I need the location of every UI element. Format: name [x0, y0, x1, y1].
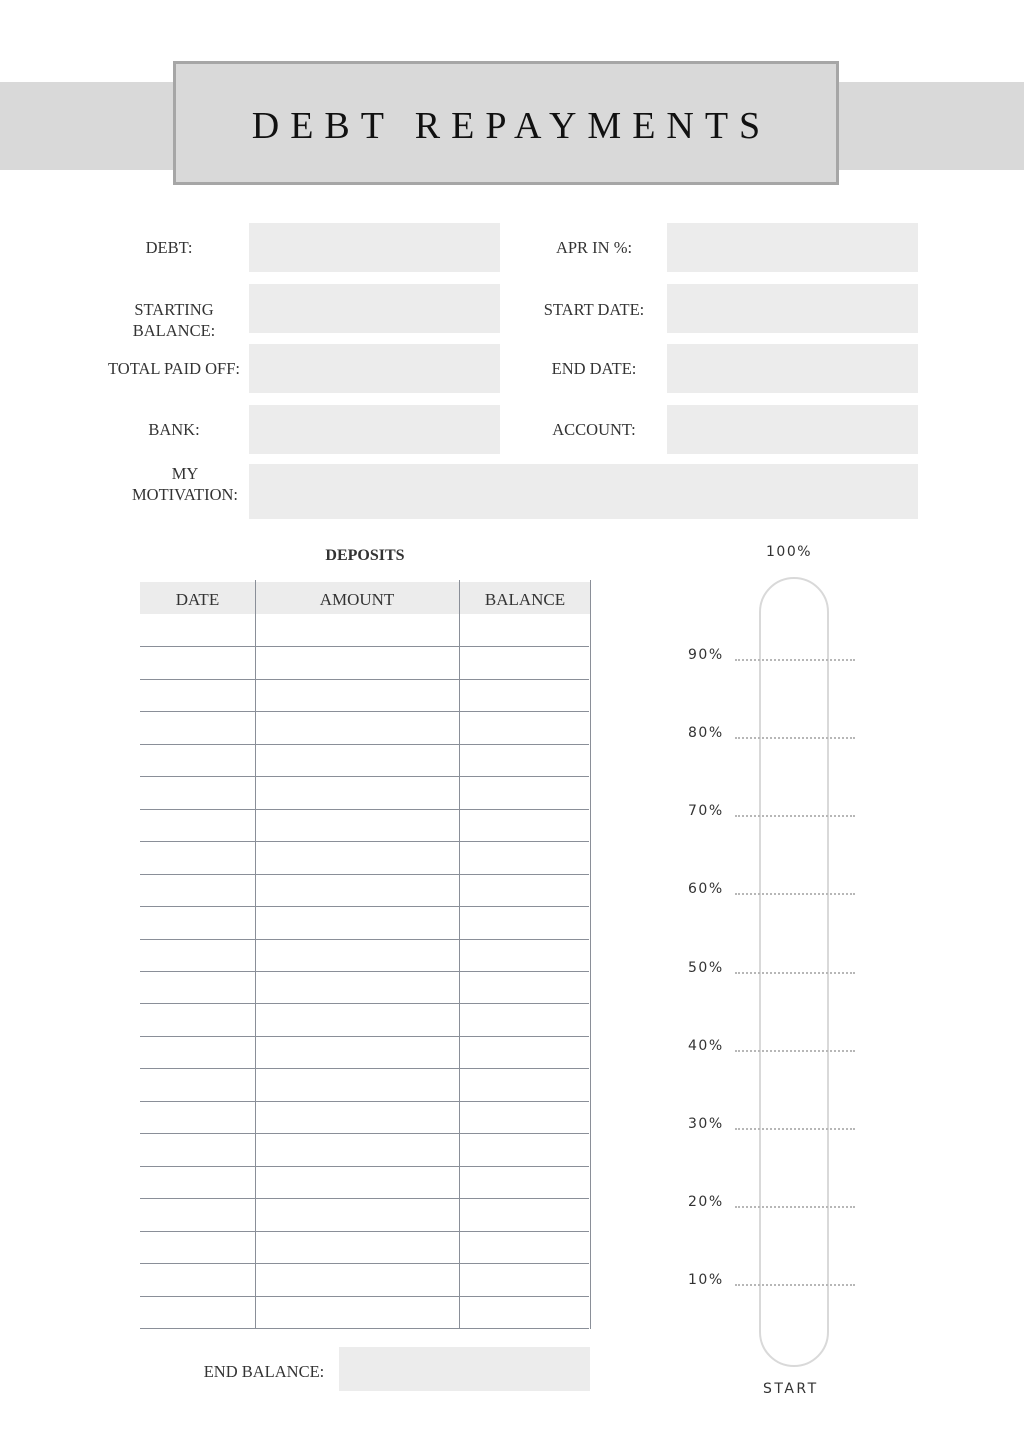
apr-field[interactable]: [667, 223, 918, 272]
table-row[interactable]: [140, 1328, 589, 1329]
progress-tick-label: 60%: [688, 881, 724, 897]
starting-balance-label: [104, 299, 244, 341]
progress-top-label: 100%: [766, 544, 813, 560]
table-row[interactable]: [140, 776, 589, 777]
deposits-title: DEPOSITS: [325, 547, 405, 564]
table-right-border: [590, 580, 591, 1329]
progress-tick-label: 40%: [688, 1038, 724, 1054]
account-label: ACCOUNT:: [552, 420, 636, 439]
motivation-label-line2: MOTIVATION:: [131, 485, 239, 504]
starting-balance-label-line1: STARTING: [134, 300, 214, 319]
column-divider: [459, 580, 460, 1329]
starting-balance-label-line2: BALANCE:: [132, 321, 216, 340]
total-paid-off-field[interactable]: [249, 344, 500, 393]
total-paid-off-label: TOTAL PAID OFF:: [108, 359, 240, 378]
progress-tick-label: 30%: [688, 1116, 724, 1132]
table-row[interactable]: [140, 1003, 589, 1004]
progress-tick-line: [735, 1050, 855, 1052]
table-row[interactable]: [140, 1166, 589, 1167]
progress-bottom-label: START: [763, 1381, 819, 1397]
bank-label: BANK:: [148, 420, 200, 439]
column-header-amount: AMOUNT: [319, 590, 395, 609]
progress-tick-label: 90%: [688, 647, 724, 663]
motivation-field[interactable]: [249, 464, 918, 519]
starting-balance-field[interactable]: [249, 284, 500, 333]
table-row[interactable]: [140, 1068, 589, 1069]
table-row[interactable]: [140, 711, 589, 712]
debt-field[interactable]: [249, 223, 500, 272]
debt-label: DEBT:: [145, 238, 193, 257]
table-row[interactable]: [140, 906, 589, 907]
table-row[interactable]: [140, 679, 589, 680]
progress-tick-label: 10%: [688, 1272, 724, 1288]
progress-tick-line: [735, 815, 855, 817]
table-row[interactable]: [140, 1263, 589, 1264]
account-field[interactable]: [667, 405, 918, 454]
table-row[interactable]: [140, 1296, 589, 1297]
progress-tick-label: 70%: [688, 803, 724, 819]
progress-tick-label: 80%: [688, 725, 724, 741]
column-header-balance: BALANCE: [484, 590, 566, 609]
table-row[interactable]: [140, 874, 589, 875]
table-row[interactable]: [140, 1198, 589, 1199]
start-date-field[interactable]: [667, 284, 918, 333]
progress-tick-label: 50%: [688, 960, 724, 976]
page-title: DEBT REPAYMENTS: [251, 105, 772, 147]
progress-tick-line: [735, 1128, 855, 1130]
table-row[interactable]: [140, 971, 589, 972]
motivation-label: [115, 463, 255, 505]
progress-tick-line: [735, 1284, 855, 1286]
table-row[interactable]: [140, 1101, 589, 1102]
progress-tick-label: 20%: [688, 1194, 724, 1210]
deposits-table: [140, 580, 591, 1329]
table-row[interactable]: [140, 1231, 589, 1232]
table-row[interactable]: [140, 809, 589, 810]
column-divider: [255, 580, 256, 1329]
end-balance-field[interactable]: [339, 1347, 590, 1391]
table-row[interactable]: [140, 744, 589, 745]
start-date-label: START DATE:: [543, 300, 645, 319]
title-box: [173, 61, 839, 185]
table-row[interactable]: [140, 841, 589, 842]
table-row[interactable]: [140, 939, 589, 940]
column-header-date: DATE: [175, 590, 220, 609]
end-date-label: END DATE:: [551, 359, 637, 378]
bank-field[interactable]: [249, 405, 500, 454]
progress-tick-line: [735, 737, 855, 739]
progress-tick-line: [735, 972, 855, 974]
end-date-field[interactable]: [667, 344, 918, 393]
table-row[interactable]: [140, 646, 589, 647]
progress-tick-line: [735, 893, 855, 895]
table-row[interactable]: [140, 1036, 589, 1037]
progress-tick-line: [735, 659, 855, 661]
table-row[interactable]: [140, 1133, 589, 1134]
motivation-label-line1: MY: [171, 464, 199, 483]
progress-tick-line: [735, 1206, 855, 1208]
end-balance-label: END BALANCE:: [203, 1362, 325, 1381]
table-header: [140, 582, 591, 614]
apr-label: APR IN %:: [555, 238, 633, 257]
